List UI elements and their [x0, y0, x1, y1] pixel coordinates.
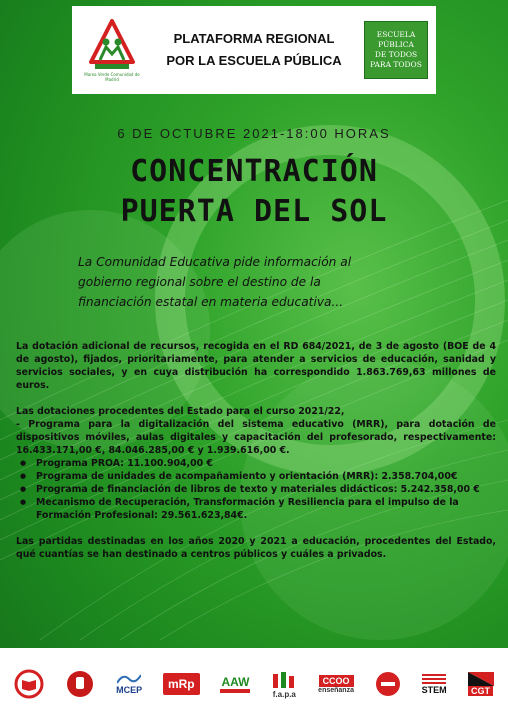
marea-verde-figures-icon [87, 18, 137, 70]
list-item: ● Programa de financiación de libros de texto y materiales didácticos: 5.242.358,00 € [30, 483, 496, 496]
mcep-logo [116, 673, 142, 695]
header-title [144, 28, 364, 72]
headline-line2: PUERTA DEL SOL [120, 194, 388, 229]
footer-logos [0, 648, 508, 720]
headline-line1: CONCENTRACIÓN [130, 154, 378, 189]
body-paragraph-2-item: - Programa para la digitalización del sistema educativo (MRR), para dotación de dispositivos móviles, aulas digitales y capacitación del profesorado, respectivamente: 16.433.171,00 €, 84.046.285,00 € y 1.939.616,00 €. [16, 419, 496, 456]
header-banner [72, 6, 436, 94]
lead-line1: La Comunidad Educativa pide información al [78, 255, 352, 269]
funding-list [16, 457, 496, 522]
header-title-line2: POR LA ESCUELA PÚBLICA [166, 53, 342, 68]
list-item: ● Mecanismo de Recuperación, Transformación y Resiliencia para el impulso de la Formación Profesional: 29.561.623,84€. [30, 496, 496, 522]
mcep-label: MCEP [116, 685, 143, 695]
mrp-label: mRp [163, 673, 200, 695]
body-paragraph-2-intro: Las dotaciones procedentes del Estado para el curso 2021/22, [16, 406, 345, 417]
cgt-label: CGT [468, 686, 493, 696]
stem-stripes-icon [422, 673, 446, 685]
lead-line2: gobierno regional sobre el destino de la [78, 275, 321, 289]
cgt-logo [468, 672, 494, 696]
fapa-label: f.a.p.a [272, 689, 296, 699]
fapa-logo [271, 670, 297, 699]
mrp-logo [163, 673, 200, 695]
lead-line3: financiación estatal en materia educativa... [78, 295, 344, 309]
list-item: ● Programa de unidades de acompañamiento y orientación (MRR): 2.358.704,00€ [30, 470, 496, 483]
event-date: 6 DE OCTUBRE 2021-18:00 HORAS [117, 126, 391, 141]
ugt-circle-icon [375, 671, 401, 697]
book-circle-logo [14, 669, 44, 699]
fapa-figures-icon [271, 670, 297, 690]
left-logo-caption: Marea Verde Comunidad de Madrid [84, 72, 140, 82]
ugt-logo [375, 671, 401, 697]
mcep-wave-icon [117, 673, 141, 685]
body-text [16, 340, 496, 561]
header-title-line1: PLATAFORMA REGIONAL [173, 31, 335, 46]
stem-label: STEM [421, 685, 447, 695]
book-circle-icon [14, 669, 44, 699]
lead-paragraph [78, 252, 432, 312]
ccoo-logo [318, 675, 354, 694]
fist-circle-logo [65, 669, 95, 699]
aaw-label: AAW [221, 675, 250, 689]
right-logo-line3: PARA TODOS [370, 60, 422, 69]
body-paragraph-3: Las partidas destinadas en los años 2020 y 2021 a educación, procedentes del Estado, qué cuantías se han destinado a centros públicos y cuáles a privados. [16, 536, 496, 560]
right-logo-line2: DE TODOS [374, 50, 418, 59]
ccoo-sub-label: enseñanza [318, 686, 354, 694]
aaw-logo [220, 675, 250, 693]
list-item: ● Programa PROA: 11.100.904,00 € [30, 457, 496, 470]
escuela-publica-logo [364, 21, 428, 79]
cgt-flag-icon [468, 672, 494, 686]
body-paragraph-1: La dotación adicional de recursos, recogida en el RD 684/2021, de 3 de agosto (BOE de 4 de agosto), fijados, prioritariamente, para atender a servicios de educación, sanidad y servicios sociales, y en cuya distribución ha correspondido 1.863.769,63 millones de euros. [16, 341, 496, 391]
marea-verde-logo [80, 11, 144, 89]
stem-logo [422, 673, 447, 695]
right-logo-line1: ESCUELA PÚBLICA [376, 30, 416, 49]
event-headline [0, 152, 508, 232]
ccoo-label: CCOO [319, 675, 354, 687]
fist-circle-icon [65, 669, 95, 699]
